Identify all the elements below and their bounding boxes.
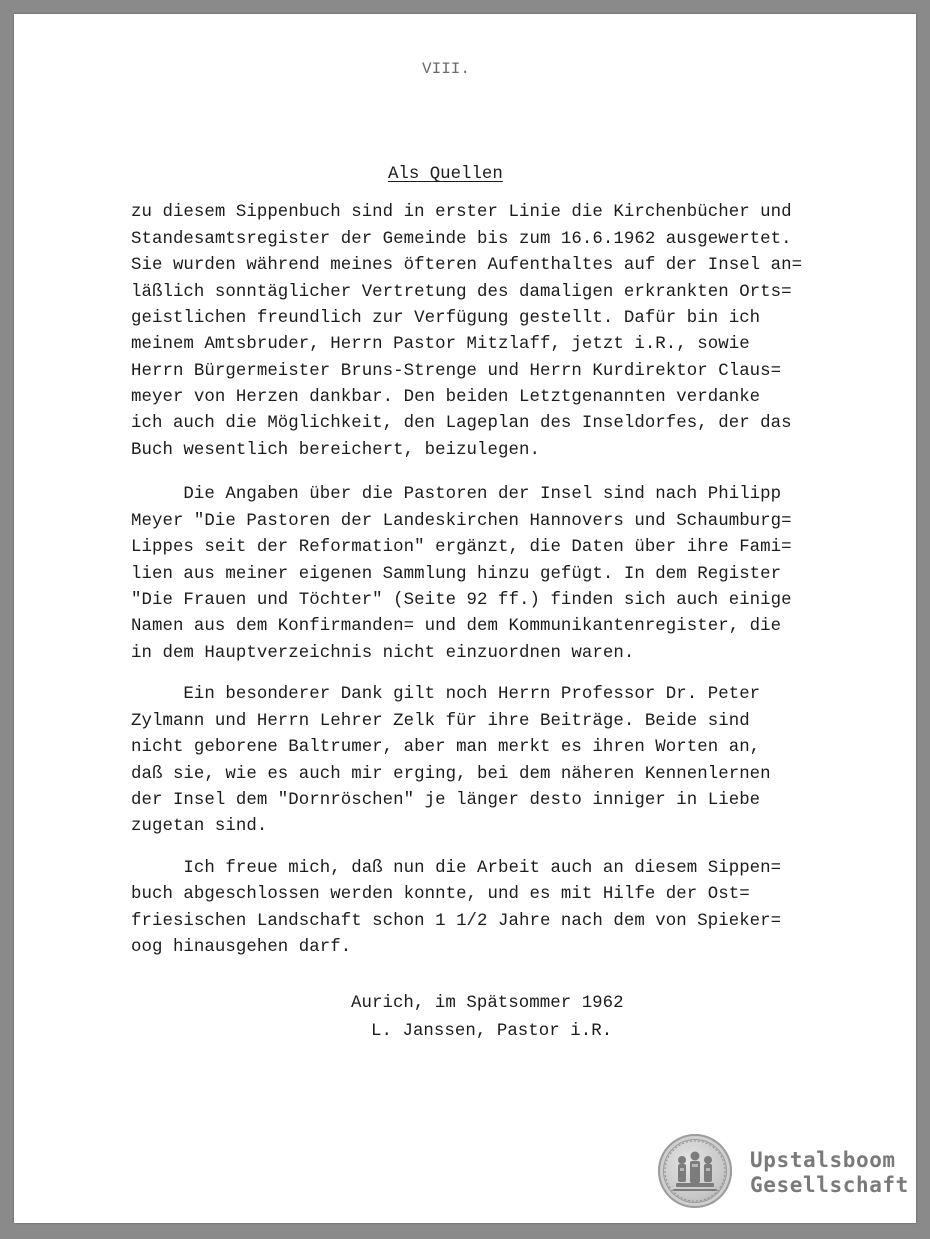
text-line: Herrn Bürgermeister Bruns-Strenge und Herrn Kurdirektor Claus= xyxy=(131,362,782,381)
text-line: Meyer "Die Pastoren der Landeskirchen Hannovers und Schaumburg= xyxy=(131,512,792,531)
text-line: der Insel dem "Dornröschen" je länger desto inniger in Liebe xyxy=(131,791,761,810)
signature-place-date: Aurich, im Spätsommer 1962 xyxy=(351,994,624,1013)
text-line: zugetan sind. xyxy=(131,817,268,836)
text-line: friesischen Landschaft schon 1 1/2 Jahre nach dem von Spieker= xyxy=(131,912,782,931)
text-line: Lippes seit der Reformation" ergänzt, die Daten über ihre Fami= xyxy=(131,538,792,557)
text-line: lien aus meiner eigenen Sammlung hinzu gefügt. In dem Register xyxy=(131,565,782,584)
page-number: VIII. xyxy=(422,60,471,78)
text-line: meyer von Herzen dankbar. Den beiden Letztgenannten verdanke xyxy=(131,388,761,407)
seal-emblem-icon xyxy=(658,1134,732,1208)
document-page xyxy=(14,14,916,1223)
publisher-logo xyxy=(658,1132,914,1224)
text-line: Die Angaben über die Pastoren der Insel sind nach Philipp xyxy=(131,485,782,504)
text-line: Sie wurden während meines öfteren Aufenthaltes auf der Insel an= xyxy=(131,256,803,275)
text-line: Namen aus dem Konfirmanden= und dem Kommunikantenregister, die xyxy=(131,617,782,636)
text-line: in dem Hauptverzeichnis nicht einzuordnen waren. xyxy=(131,644,635,663)
text-line: Zylmann und Herrn Lehrer Zelk für ihre Beiträge. Beide sind xyxy=(131,712,750,731)
text-line: oog hinausgehen darf. xyxy=(131,938,352,957)
text-line: daß sie, wie es auch mir erging, bei dem näheren Kennenlernen xyxy=(131,765,771,784)
text-line: nicht geborene Baltrumer, aber man merkt es ihren Worten an, xyxy=(131,738,761,757)
text-line: Ein besonderer Dank gilt noch Herrn Professor Dr. Peter xyxy=(131,685,761,704)
text-line: "Die Frauen und Töchter" (Seite 92 ff.) finden sich auch einige xyxy=(131,591,792,610)
signature-name: L. Janssen, Pastor i.R. xyxy=(371,1022,613,1041)
text-line: Standesamtsregister der Gemeinde bis zum 16.6.1962 ausgewertet. xyxy=(131,230,792,249)
brand-line-2: Gesellschaft xyxy=(750,1173,909,1197)
heading-text: Als Quellen xyxy=(388,165,503,184)
heading xyxy=(388,165,503,184)
text-line: läßlich sonntäglicher Vertretung des damaligen erkrankten Orts= xyxy=(131,283,792,302)
text-line: meinem Amtsbruder, Herrn Pastor Mitzlaff, jetzt i.R., sowie xyxy=(131,335,750,354)
text-line: Ich freue mich, daß nun die Arbeit auch an diesem Sippen= xyxy=(131,859,782,878)
text-line: Buch wesentlich bereichert, beizulegen. xyxy=(131,441,540,460)
text-line: ich auch die Möglichkeit, den Lageplan des Inseldorfes, der das xyxy=(131,414,792,433)
text-line: geistlichen freundlich zur Verfügung gestellt. Dafür bin ich xyxy=(131,309,761,328)
text-line: buch abgeschlossen werden konnte, und es mit Hilfe der Ost= xyxy=(131,885,750,904)
brand-line-1: Upstalsboom xyxy=(750,1148,896,1172)
text-line: zu diesem Sippenbuch sind in erster Linie die Kirchenbücher und xyxy=(131,203,792,222)
